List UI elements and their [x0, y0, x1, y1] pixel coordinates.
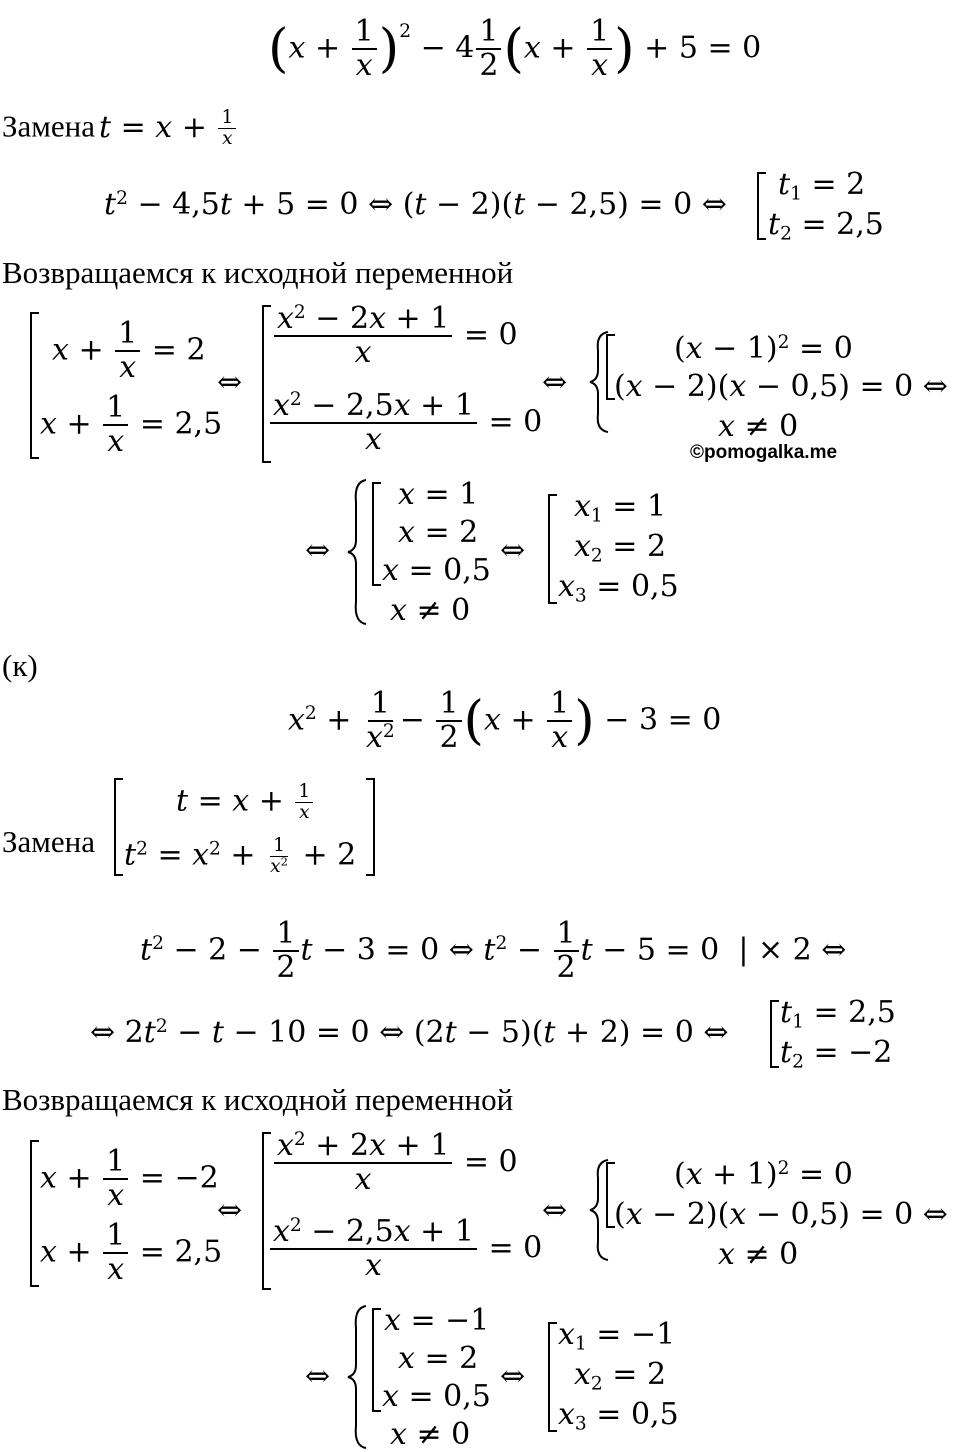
equiv: ⇔ — [542, 365, 568, 400]
equiv: ⇔ — [305, 1359, 331, 1394]
eq-row: x ≠ 0 — [390, 593, 471, 628]
eq-row: x + $\frac{1}{x}$ = 2,5 — [40, 390, 223, 460]
root-x1: $x_1 = 1$ — [574, 489, 667, 527]
equiv: ⇔ — [305, 533, 331, 568]
eq-row: x = 0,5 — [382, 1379, 491, 1414]
zamena-label: Замена — [2, 108, 96, 144]
zamena-label: Замена — [2, 824, 96, 859]
sub-row: t = x + $\frac{1}{x}$ — [176, 782, 315, 823]
bracket — [757, 172, 766, 240]
frac-row: $\frac{x^2 - 2,5x + 1}{x}$ = 0 — [268, 1216, 542, 1283]
substitution-1: Замена t = x + $\frac{1}{x}$ — [2, 108, 238, 149]
eq-row: x + $\frac{1}{x}$ = 2 — [52, 316, 206, 386]
frac-row: $\frac{x^2 - 2x + 1}{x}$ = 0 — [272, 303, 518, 370]
bracket — [114, 778, 123, 876]
eq-row: (x − 2)(x − 0,5) = 0 ⇔ — [614, 1197, 948, 1232]
watermark: ©pomogalka.me — [690, 442, 838, 463]
bracket — [372, 1308, 381, 1412]
bracket — [366, 778, 375, 876]
equiv: ⇔ — [542, 1193, 568, 1228]
eq-row: x + $\frac{1}{x}$ = 2,5 — [40, 1218, 223, 1288]
equiv: ⇔ — [500, 533, 526, 568]
frac-row: $\frac{x^2 + 2x + 1}{x}$ = 0 — [272, 1130, 518, 1197]
eq-row: (x − 2)(x − 0,5) = 0 ⇔ — [614, 369, 948, 404]
root-t1: $t_1 = 2$ — [778, 167, 866, 205]
step-1: $t^2 - 2$ − $\frac{1}{2}$ t − 3 = 0 ⇔ $t^2$ − $\frac{1}{2}$ t − 5 = 0 | × 2 ⇔ — [140, 916, 847, 986]
eq-row: x + $\frac{1}{x}$ = −2 — [40, 1144, 219, 1214]
eq-row: $(x + 1)^2 = 0$ — [674, 1157, 853, 1192]
equiv: ⇔ — [217, 365, 243, 400]
eq-row: x = −1 — [384, 1303, 490, 1338]
root-x2: $x_2 = 2$ — [574, 1357, 667, 1395]
equiv: ⇔ — [500, 1359, 526, 1394]
bracket — [372, 482, 381, 586]
equiv: ⇔ — [217, 1193, 243, 1228]
bracket — [30, 312, 39, 459]
root-t2: $t_2 = -2$ — [780, 1035, 893, 1073]
root-x3: $x_3 = 0,5$ — [558, 569, 679, 607]
root-x2: $x_2 = 2$ — [574, 529, 667, 567]
return-heading-1: Возвращаемся к исходной переменной — [2, 255, 514, 290]
bracket — [548, 494, 557, 604]
brace — [346, 1304, 370, 1450]
step-2: ⇔ $2t^2 - t - 10 = 0$ ⇔ (2t − 5)(t + 2) = 0 ⇔ — [90, 1015, 729, 1050]
eq-row: x = 1 — [398, 477, 479, 512]
eq-row: x ≠ 0 — [718, 1237, 799, 1272]
eq-row: x = 2 — [398, 515, 479, 550]
root-t1: $t_1 = 2,5$ — [780, 995, 896, 1033]
brace — [346, 478, 370, 626]
bracket — [30, 1140, 39, 1287]
root-x3: $x_3 = 0,5$ — [558, 1397, 679, 1435]
frac-row: $\frac{x^2 - 2,5x + 1}{x}$ = 0 — [268, 390, 542, 457]
quadratic-1: $t^2 - 4,5t + 5 = 0$ ⇔ (t − 2)(t − 2,5) = 0 ⇔ — [104, 187, 727, 222]
root-t2: $t_2 = 2,5$ — [768, 207, 884, 245]
root-x1: $x_1 = -1$ — [558, 1317, 676, 1355]
label-k: (к) — [2, 648, 38, 683]
sub-row: $t^2 = x^2$ + $\frac{1}{x^2}$ + 2 — [124, 835, 357, 878]
bracket — [548, 1322, 557, 1432]
eq-row: x ≠ 0 — [390, 1417, 471, 1452]
eq-row: $(x - 1)^2 = 0$ — [674, 331, 853, 366]
eq-row: x = 0,5 — [382, 553, 491, 588]
return-heading-2: Возвращаемся к исходной переменной — [2, 1082, 514, 1117]
eq-row: x ≠ 0 — [718, 409, 799, 444]
equation-1: (x + $\frac{1}{x}$ )$^2$ − 4 $\frac{1}{2}$ (x + $\frac{1}{x}$ ) + 5 = 0 — [268, 14, 762, 84]
equation-2: $x^2$ + $\frac{1}{x^2}$ − $\frac{1}{2}$ (x + $\frac{1}{x}$ ) − 3 = 0 — [288, 686, 722, 756]
eq-row: x = 2 — [398, 1341, 479, 1376]
bracket — [770, 1000, 779, 1068]
